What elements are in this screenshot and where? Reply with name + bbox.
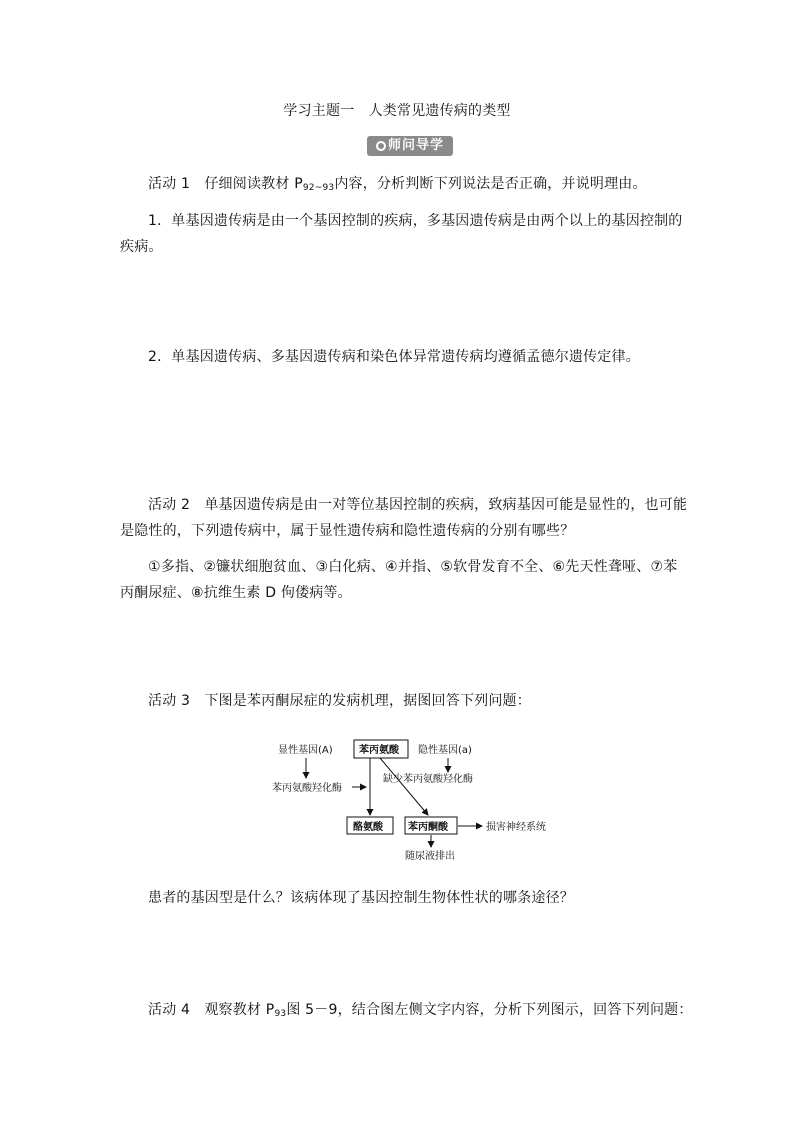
activity-1-suffix: 内容，分析判断下列说法是否正确，并说明理由。 (334, 176, 647, 192)
activity-4-prefix: 活动 4 观察教材 P (148, 1002, 275, 1018)
activity-2-line-2: 是隐性的，下列遗传病中，属于显性遗传病和隐性遗传病的分别有哪些？ (120, 523, 575, 539)
badge-label: 师问导学 (387, 138, 444, 153)
phenylpyruvic-acid-label: 苯丙酮酸 (408, 822, 448, 833)
diseases-line-2: 丙酮尿症、⑧抗维生素 D 佝偻病等。 (120, 585, 352, 601)
dominant-gene-label: 显性基因(A) (278, 745, 333, 756)
page-title: 学习主题一 人类常见遗传病的类型 (283, 103, 511, 119)
diseases-line-1: ①多指、②镰状细胞贫血、③白化病、④并指、⑤软骨发育不全、⑥先天性聋哑、⑦苯 (148, 559, 678, 575)
damage-label: 损害神经系统 (486, 822, 546, 833)
phenylalanine-label: 苯丙氨酸 (359, 745, 399, 756)
phe-to-ppa-arrow (380, 758, 428, 815)
lack-enzyme-label: 缺少苯丙氨酸羟化酶 (383, 774, 473, 785)
activity-1-pages: 92~93 (302, 183, 335, 193)
enzyme-label: 苯丙氨酸羟化酶 (272, 783, 342, 794)
activity-2-line-1: 活动 2 单基因遗传病是由一对等位基因控制的疾病，致病基因可能是显性的，也可能 (148, 497, 688, 513)
activity-1-prefix: 活动 1 仔细阅读教材 P (148, 176, 303, 192)
activity-1 (148, 173, 647, 199)
activity-4-page: 93 (274, 1009, 287, 1019)
activity-4 (148, 999, 693, 1025)
item-1-line-1: 1．单基因遗传病是由一个基因控制的疾病，多基因遗传病是由两个以上的基因控制的 (148, 213, 683, 229)
recessive-gene-label: 隐性基因(a) (418, 745, 472, 756)
item-1-line-2: 疾病。 (120, 239, 163, 255)
pku-mechanism-diagram (260, 735, 590, 865)
activity-3: 活动 3 下图是苯丙酮尿症的发病机理，据图回答下列问题： (148, 693, 531, 709)
activity-4-suffix: 图 5－9，结合图左侧文字内容，分析下列图示，回答下列问题： (286, 1002, 693, 1018)
excreted-label: 随尿液排出 (405, 851, 455, 862)
badge-icon (376, 141, 386, 151)
section-badge (367, 136, 453, 156)
item-2: 2．单基因遗传病、多基因遗传病和染色体异常遗传病均遵循孟德尔遗传定律。 (148, 349, 640, 365)
question-3: 患者的基因型是什么？该病体现了基因控制生物体性状的哪条途径？ (148, 890, 574, 906)
tyrosine-label: 酪氨酸 (353, 822, 383, 833)
